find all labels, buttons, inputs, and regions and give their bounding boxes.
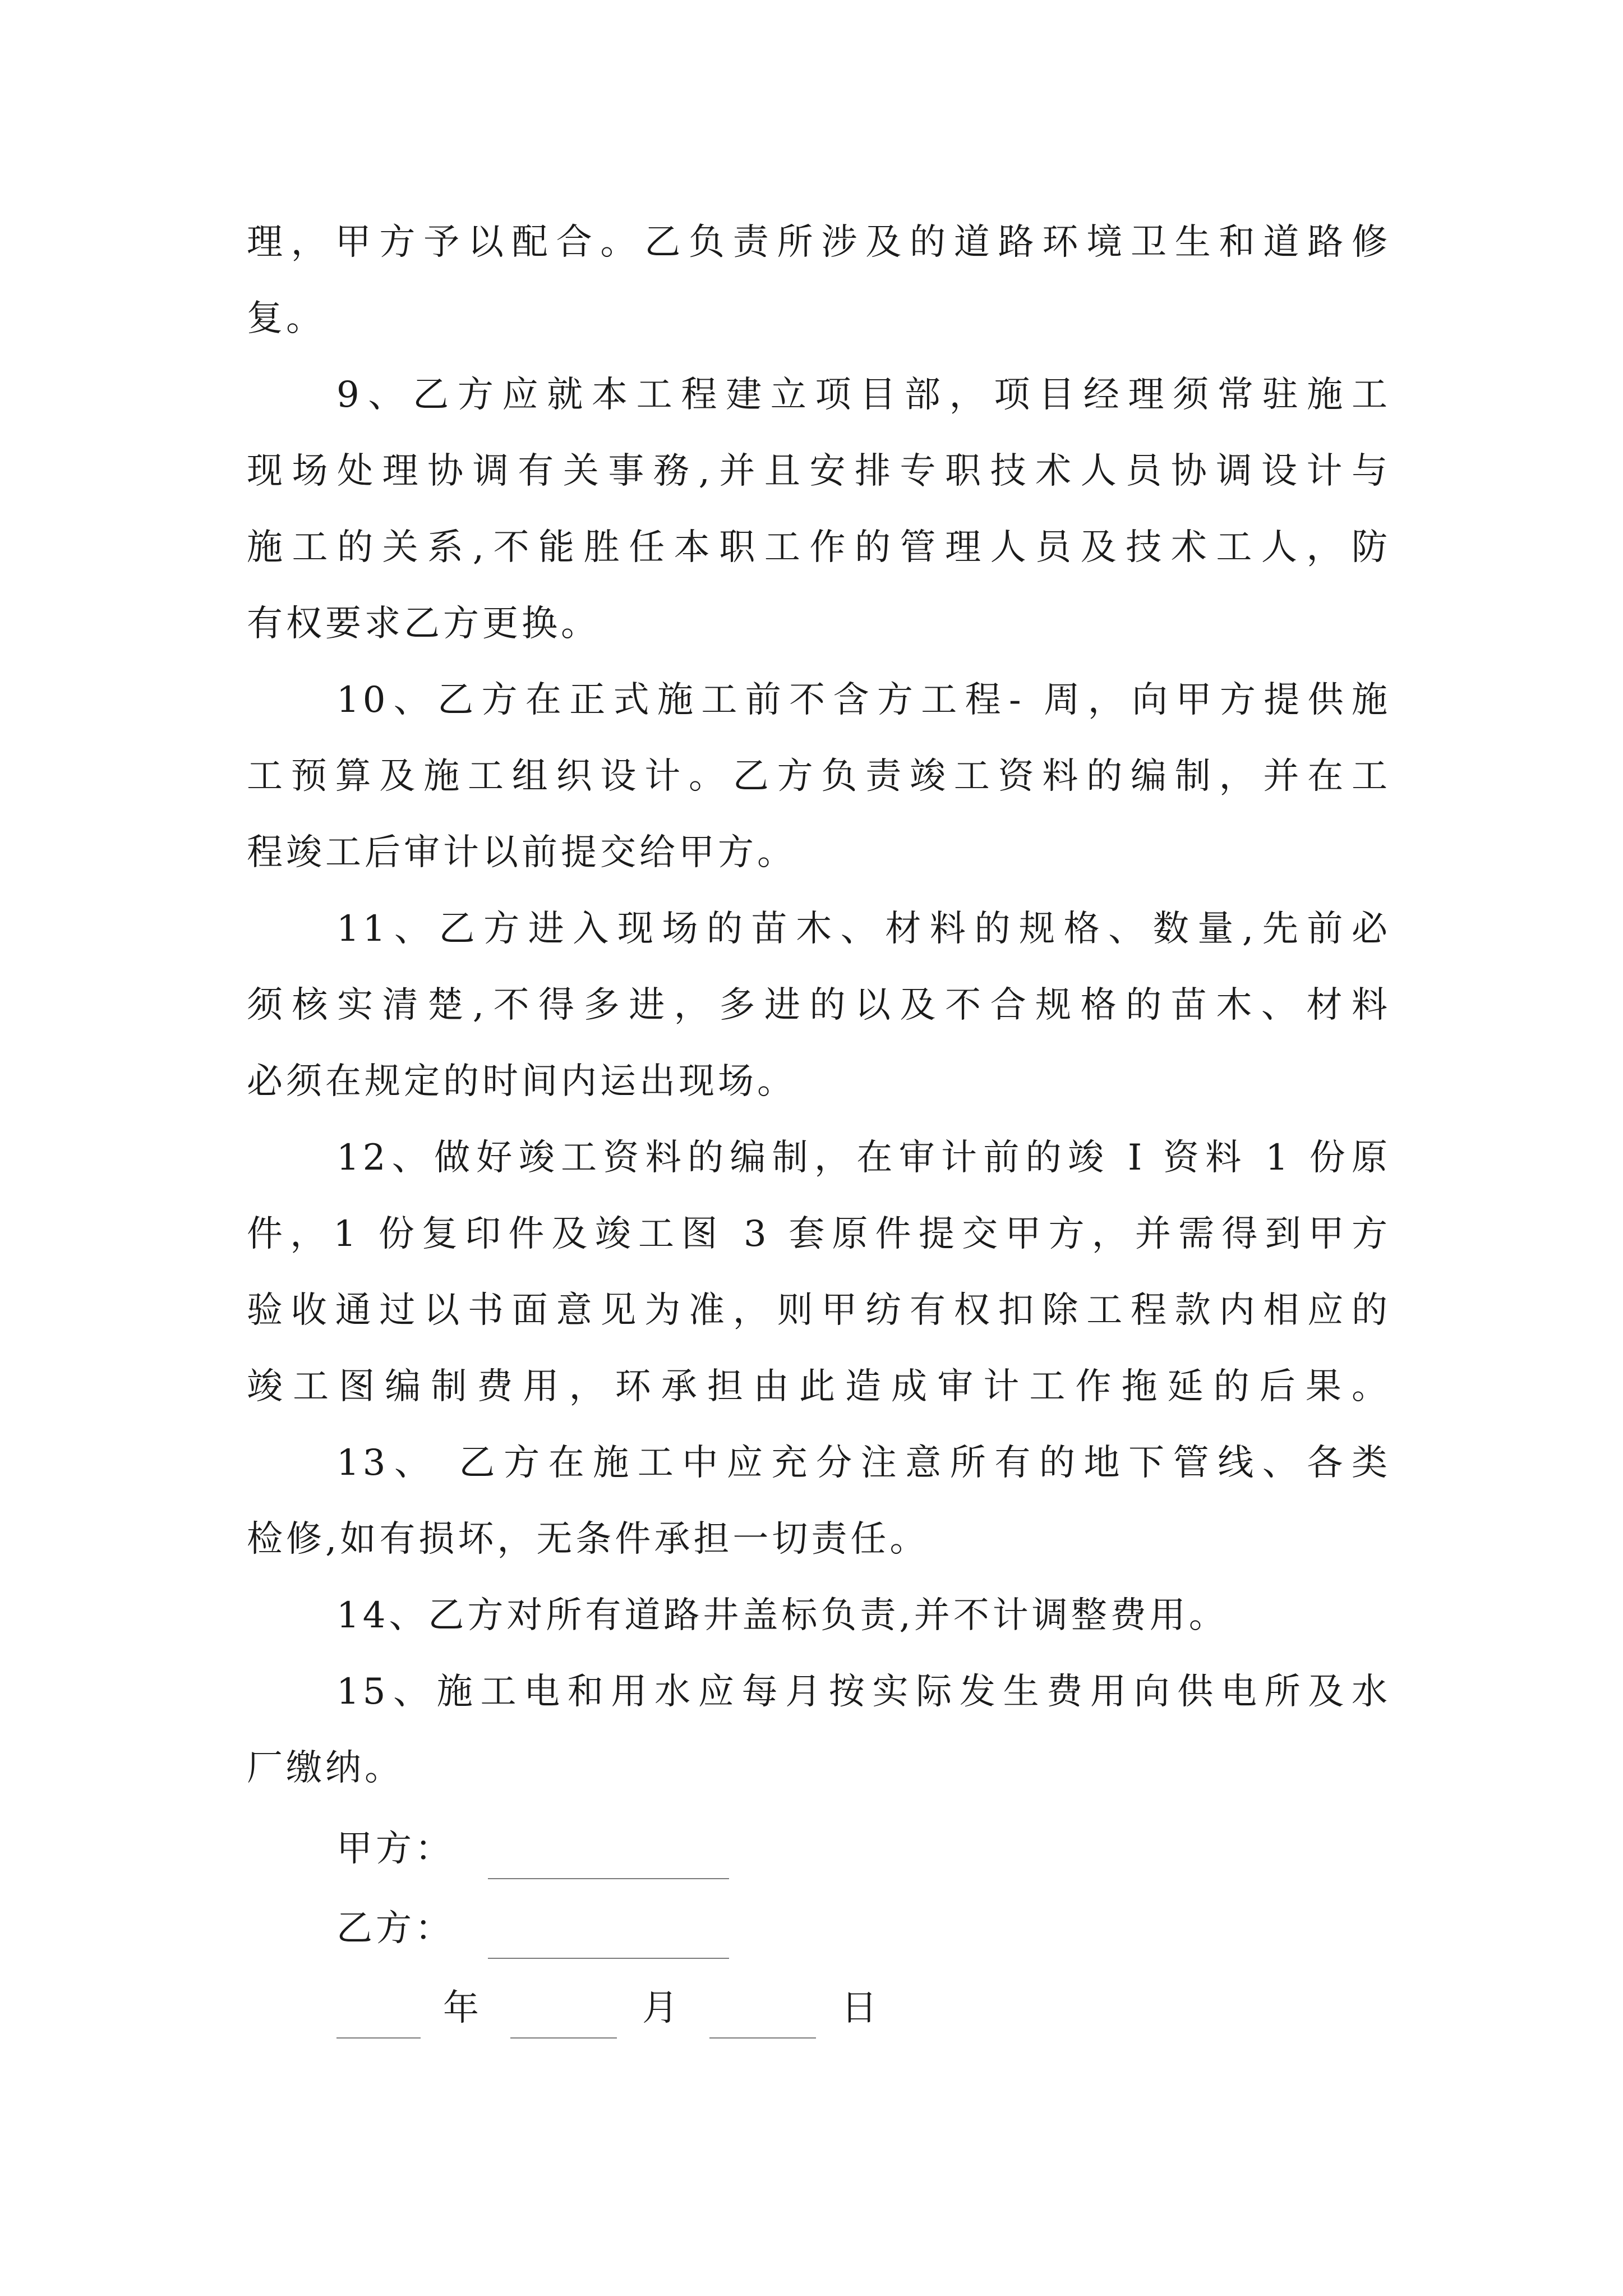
day-blank-line [709, 2037, 816, 2039]
year-blank-line [336, 2037, 421, 2039]
paragraph-11-line-3: 必须在规定的时间内运出现场。 [247, 1061, 796, 1102]
month-blank-line [510, 2037, 617, 2039]
month-label: 月 [642, 1987, 681, 2029]
paragraph-14-line-1: 14、乙方对所有道路井盖标负责,并不计调整费用。 [336, 1595, 1228, 1636]
party-b-signature-line [488, 1958, 729, 1959]
paragraph-10-line-1: 10、乙方在正式施工前不含方工程- 周，向甲方提供施 [336, 679, 1391, 721]
party-b-label: 乙方： [336, 1908, 454, 1949]
paragraph-13-line-2: 检修,如有损坏，无条件承担一切责任。 [247, 1519, 929, 1560]
party-a-label: 甲方： [336, 1828, 454, 1870]
paragraph-12-line-4: 竣工图编制费用，环承担由此造成审计工作拖延的后果。 [247, 1366, 1391, 1407]
paragraph-11-line-2: 须核实清楚,不得多进，多进的以及不合规格的苗木、材料 [247, 984, 1391, 1026]
paragraph-15-line-1: 15、施工电和用水应每月按实际发生费用向供电所及水 [336, 1671, 1391, 1713]
paragraph-15-line-2: 厂缴纳。 [247, 1747, 404, 1789]
paragraph-8-line-2: 复。 [247, 298, 325, 339]
paragraph-10-line-2: 工预算及施工组织设计。乙方负责竣工资料的编制，并在工 [247, 756, 1391, 797]
paragraph-12-line-3: 验收通过以书面意见为准，则甲纺有权扣除工程款内相应的 [247, 1290, 1391, 1331]
day-label: 日 [841, 1987, 880, 2029]
year-label: 年 [443, 1987, 482, 2029]
paragraph-12-line-2: 件，1 份复印件及竣工图 3 套原件提交甲方，并需得到甲方 [247, 1213, 1391, 1255]
paragraph-9-line-2: 现场处理协调有关事務,并且安排专职技术人员协调设计与 [247, 450, 1391, 492]
paragraph-12-line-1: 12、做好竣工资料的编制，在审计前的竣 I 资料 1 份原 [336, 1137, 1391, 1179]
paragraph-10-line-3: 程竣工后审计以前提交给甲方。 [247, 832, 796, 873]
paragraph-8-line-1: 理，甲方予以配合。乙负责所涉及的道路环境卫生和道路修 [247, 222, 1391, 263]
paragraph-9-line-3: 施工的关系,不能胜任本职工作的管理人员及技术工人，防 [247, 527, 1391, 568]
paragraph-9-line-1: 9、乙方应就本工程建立项目部，项目经理须常驻施工 [336, 374, 1391, 416]
paragraph-9-line-4: 有权要求乙方更换。 [247, 603, 600, 645]
paragraph-11-line-1: 11、乙方进入现场的苗木、材料的规格、数量,先前必 [336, 908, 1391, 950]
party-a-signature-line [488, 1878, 729, 1879]
paragraph-13-line-1: 13、 乙方在施工中应充分注意所有的地下管线、各类 [336, 1442, 1391, 1484]
